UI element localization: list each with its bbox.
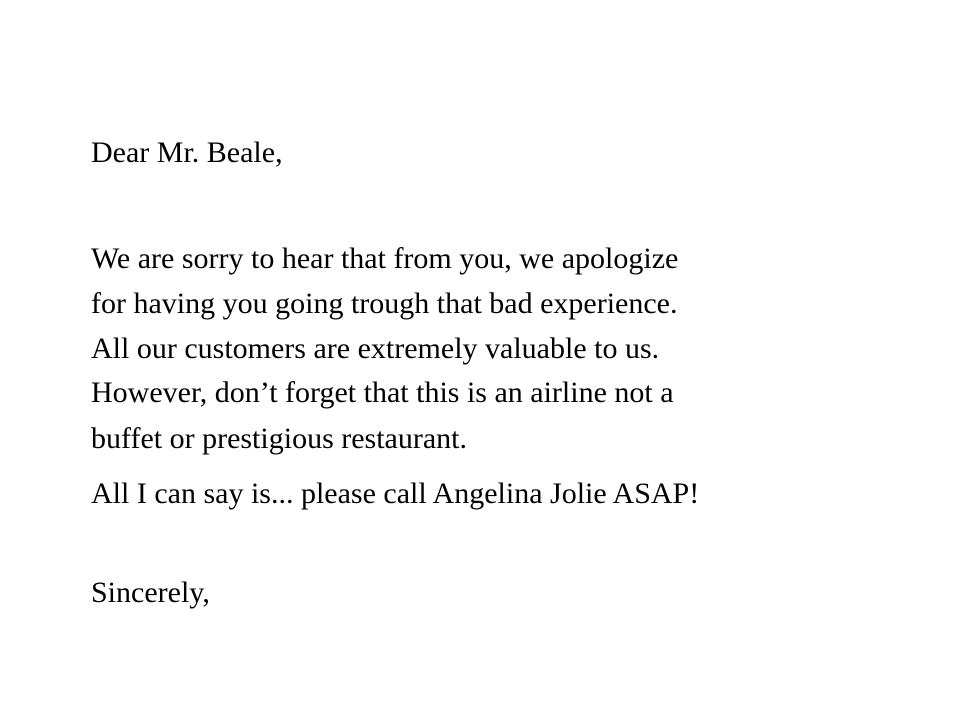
body-line: buffet or prestigious restaurant. bbox=[91, 422, 468, 455]
body-line: We are sorry to hear that from you, we apologize bbox=[91, 242, 679, 275]
sign-off: Sincerely, bbox=[91, 576, 210, 609]
salutation: Dear Mr. Beale, bbox=[91, 136, 283, 169]
body-line: However, don’t forget that this is an airline not a bbox=[91, 376, 674, 409]
body-line: for having you going trough that bad experience. bbox=[91, 287, 678, 320]
body-line: All our customers are extremely valuable to us. bbox=[91, 332, 660, 365]
closing-line: All I can say is... please call Angelina Jolie ASAP! bbox=[91, 477, 700, 510]
